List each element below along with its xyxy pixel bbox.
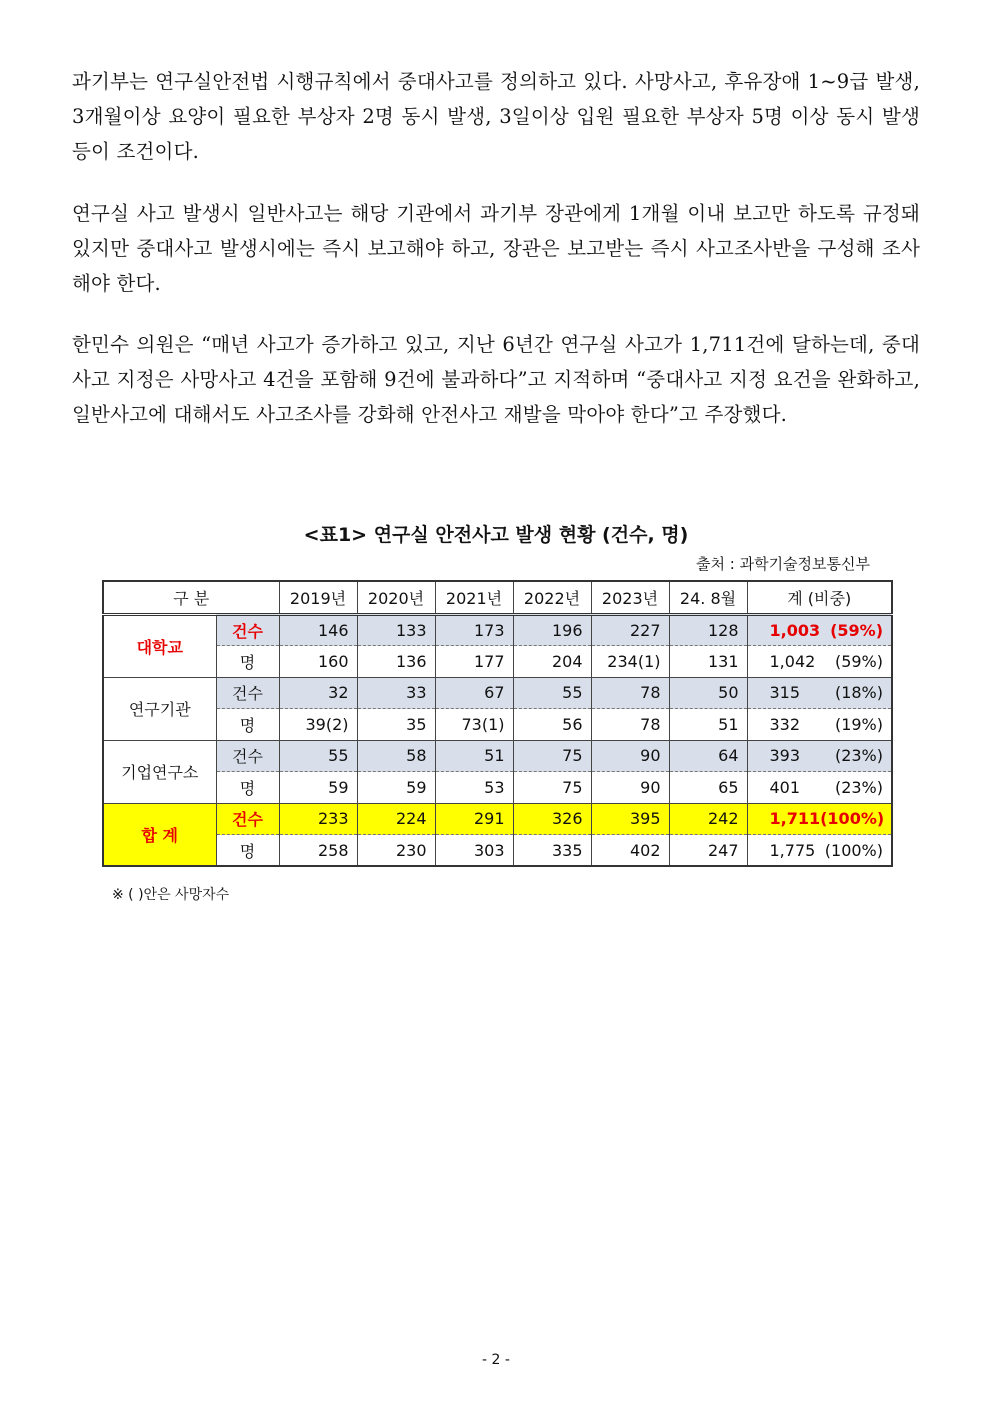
table-footnote: ※ ( )안은 사망자수: [112, 887, 230, 903]
cell-value: 242: [669, 803, 747, 835]
row-label-count: 건수: [216, 614, 279, 646]
row-group-corporate-lab: 기업연구소: [103, 740, 216, 803]
cell-value: 59: [357, 772, 435, 804]
cell-value: 291: [435, 803, 513, 835]
table-row-institute-persons: [103, 709, 892, 741]
row-label-count: 건수: [216, 677, 279, 709]
cell-total: [747, 803, 892, 835]
table-header-row: [103, 581, 892, 614]
cell-value: 90: [591, 740, 669, 772]
header-2024-aug: 24. 8월: [669, 581, 747, 614]
cell-value: 128: [669, 614, 747, 646]
cell-value: 35: [357, 709, 435, 741]
row-label-count: 건수: [216, 740, 279, 772]
header-2019: 2019년: [279, 581, 357, 614]
cell-value: 53: [435, 772, 513, 804]
cell-value: 59: [279, 772, 357, 804]
cell-total: [747, 614, 892, 646]
cell-total: [747, 646, 892, 678]
cell-value: 56: [513, 709, 591, 741]
table-row-corporate-persons: [103, 772, 892, 804]
accident-statistics-table: [102, 580, 893, 867]
cell-value: 227: [591, 614, 669, 646]
cell-value: 233: [279, 803, 357, 835]
row-label-persons: 명: [216, 709, 279, 741]
body-paragraph-1: 과기부는 연구실안전법 시행규칙에서 중대사고를 정의하고 있다. 사망사고, 후유장애 1~9급 발생, 3개월이상 요양이 필요한 부상자 2명 동시 발생, 3일이상 입원 필요한 부상자 5명 이상 동시 발생 등이 조건이다.: [72, 70, 920, 163]
cell-value: 39(2): [279, 709, 357, 741]
cell-value: 64: [669, 740, 747, 772]
header-category: 구 분: [103, 581, 279, 614]
cell-value: 177: [435, 646, 513, 678]
cell-value: 65: [669, 772, 747, 804]
header-2020: 2020년: [357, 581, 435, 614]
total-share: (100%): [824, 840, 883, 860]
cell-value: 55: [513, 677, 591, 709]
body-paragraph-3: 한민수 의원은 “매년 사고가 증가하고 있고, 지난 6년간 연구실 사고가 1,711건에 달하는데, 중대사고 지정은 사망사고 4건을 포함해 9건에 불과하다”고 지적하며 “중대사고 지정 요건을 완화하고, 일반사고에 대해서도 사고조사를 강화해 안전사고 재발을 막아야 한다”고 주장했다.: [72, 333, 920, 426]
total-share: (23%): [834, 777, 883, 797]
cell-value: 67: [435, 677, 513, 709]
cell-value: 58: [357, 740, 435, 772]
total-share: (23%): [834, 746, 883, 766]
total-share: (59%): [834, 651, 883, 671]
row-label-persons: 명: [216, 646, 279, 678]
row-label-count: 건수: [216, 803, 279, 835]
cell-value: 196: [513, 614, 591, 646]
total-share: (18%): [834, 683, 883, 703]
header-2023: 2023년: [591, 581, 669, 614]
total-value: 332: [769, 714, 801, 734]
total-share: (59%): [830, 620, 883, 640]
header-2021: 2021년: [435, 581, 513, 614]
body-paragraph-2: 연구실 사고 발생시 일반사고는 해당 기관에서 과기부 장관에게 1개월 이내 보고만 하도록 규정돼 있지만 중대사고 발생시에는 즉시 보고해야 하고, 장관은 보고받는 즉시 사고조사반을 구성해 조사해야 한다.: [72, 202, 920, 295]
total-value: 1,042: [769, 651, 816, 671]
table-title: <표1> 연구실 안전사고 발생 현황 (건수, 명): [303, 524, 689, 546]
cell-value: 78: [591, 677, 669, 709]
cell-value: 32: [279, 677, 357, 709]
table-source: 출처 : 과학기술정보통신부: [696, 555, 870, 573]
cell-value: 136: [357, 646, 435, 678]
cell-value: 247: [669, 835, 747, 867]
cell-value: 51: [435, 740, 513, 772]
table-row-total-persons: [103, 835, 892, 867]
cell-value: 55: [279, 740, 357, 772]
cell-value: 75: [513, 740, 591, 772]
total-share: (100%): [820, 809, 885, 829]
table-row-institute-count: [103, 677, 892, 709]
header-2022: 2022년: [513, 581, 591, 614]
cell-value: 234(1): [591, 646, 669, 678]
row-label-persons: 명: [216, 835, 279, 867]
row-group-total: 합 계: [103, 803, 216, 866]
cell-total: [747, 740, 892, 772]
cell-value: 131: [669, 646, 747, 678]
cell-value: 33: [357, 677, 435, 709]
cell-value: 230: [357, 835, 435, 867]
cell-value: 90: [591, 772, 669, 804]
table-row-total-count: [103, 803, 892, 835]
table-row-university-count: [103, 614, 892, 646]
total-value: 315: [769, 683, 801, 703]
total-value: 1,003: [769, 620, 821, 640]
total-value: 401: [769, 777, 801, 797]
cell-value: 224: [357, 803, 435, 835]
cell-value: 75: [513, 772, 591, 804]
cell-total: [747, 835, 892, 867]
cell-value: 395: [591, 803, 669, 835]
total-share: (19%): [834, 714, 883, 734]
table-row-university-persons: [103, 646, 892, 678]
cell-value: 51: [669, 709, 747, 741]
total-value: 1,775: [769, 840, 816, 860]
header-total: 계 (비중): [747, 581, 892, 614]
cell-value: 146: [279, 614, 357, 646]
cell-value: 402: [591, 835, 669, 867]
cell-value: 73(1): [435, 709, 513, 741]
cell-value: 303: [435, 835, 513, 867]
cell-value: 173: [435, 614, 513, 646]
row-group-university: 대학교: [103, 614, 216, 677]
total-value: 393: [769, 746, 801, 766]
cell-value: 326: [513, 803, 591, 835]
cell-total: [747, 772, 892, 804]
cell-total: [747, 709, 892, 741]
total-value: 1,711: [769, 809, 821, 829]
cell-total: [747, 677, 892, 709]
page-number: - 2 -: [482, 1352, 510, 1368]
cell-value: 133: [357, 614, 435, 646]
cell-value: 50: [669, 677, 747, 709]
table-row-corporate-count: [103, 740, 892, 772]
cell-value: 258: [279, 835, 357, 867]
cell-value: 160: [279, 646, 357, 678]
cell-value: 78: [591, 709, 669, 741]
row-group-research-institute: 연구기관: [103, 677, 216, 740]
row-label-persons: 명: [216, 772, 279, 804]
cell-value: 204: [513, 646, 591, 678]
cell-value: 335: [513, 835, 591, 867]
